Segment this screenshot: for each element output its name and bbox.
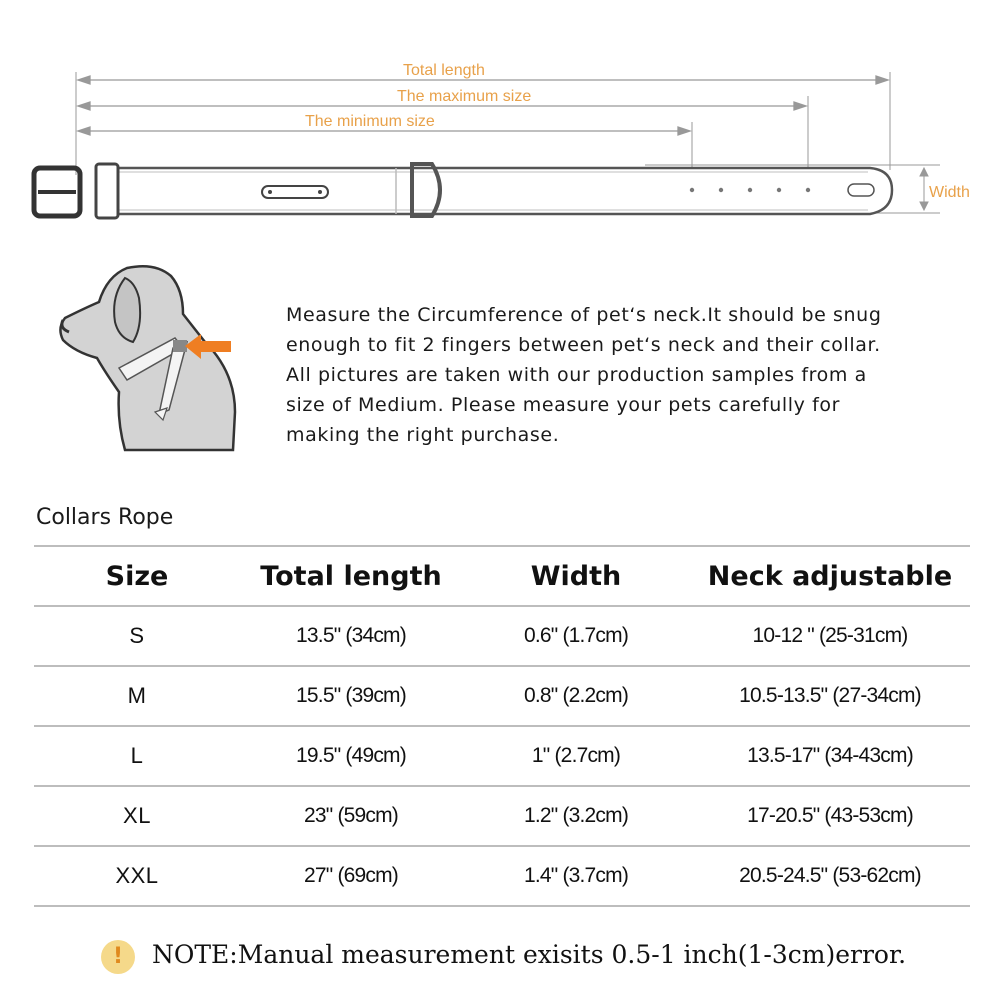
total-length-label: Total length xyxy=(403,62,485,79)
width-label: Width xyxy=(929,184,970,201)
table-row xyxy=(34,606,970,666)
header-width: Width xyxy=(462,546,690,606)
instruction-line: All pictures are taken with our production samples from a xyxy=(286,364,867,386)
table-header-row xyxy=(34,546,970,606)
note-text: NOTE:Manual measurement exisits 0.5-1 inch(1-3cm)error. xyxy=(152,940,907,969)
cell-width: 1.2" (3.2cm) xyxy=(462,786,690,846)
instruction-line: making the right purchase. xyxy=(286,424,560,446)
maximum-size-label: The maximum size xyxy=(397,88,532,105)
cell-width: 0.6" (1.7cm) xyxy=(462,606,690,666)
cell-total-length: 19.5" (49cm) xyxy=(240,726,462,786)
cell-size: M xyxy=(34,666,240,726)
table-row xyxy=(34,846,970,906)
size-chart-table xyxy=(34,545,970,907)
cell-width: 1" (2.7cm) xyxy=(462,726,690,786)
cell-width: 1.4" (3.7cm) xyxy=(462,846,690,906)
cell-neck-adjustable: 20.5-24.5" (53-62cm) xyxy=(690,846,970,906)
instruction-line: enough to fit 2 fingers between pet‘s neck and their collar. xyxy=(286,334,881,356)
header-neck-adjustable: Neck adjustable xyxy=(690,546,970,606)
cell-neck-adjustable: 10.5-13.5" (27-34cm) xyxy=(690,666,970,726)
cell-neck-adjustable: 10-12 " (25-31cm) xyxy=(690,606,970,666)
cell-neck-adjustable: 17-20.5" (43-53cm) xyxy=(690,786,970,846)
cell-size: XXL xyxy=(34,846,240,906)
cell-size: S xyxy=(34,606,240,666)
table-row xyxy=(34,786,970,846)
instruction-line: Measure the Circumference of pet‘s neck.It should be snug xyxy=(286,304,882,326)
cell-total-length: 23" (59cm) xyxy=(240,786,462,846)
cell-size: L xyxy=(34,726,240,786)
exclamation-icon: ! xyxy=(101,940,135,974)
table-title: Collars Rope xyxy=(36,505,174,530)
header-size: Size xyxy=(34,546,240,606)
cell-width: 0.8" (2.2cm) xyxy=(462,666,690,726)
cell-size: XL xyxy=(34,786,240,846)
instruction-line: size of Medium. Please measure your pets carefully for xyxy=(286,394,841,416)
table-row xyxy=(34,726,970,786)
minimum-size-label: The minimum size xyxy=(305,113,435,130)
cell-total-length: 27" (69cm) xyxy=(240,846,462,906)
dog-measuring-illustration xyxy=(55,262,255,462)
collar-diagram xyxy=(0,50,1000,250)
cell-total-length: 15.5" (39cm) xyxy=(240,666,462,726)
cell-neck-adjustable: 13.5-17" (34-43cm) xyxy=(690,726,970,786)
measuring-instructions xyxy=(286,300,946,450)
header-total-length: Total length xyxy=(240,546,462,606)
cell-total-length: 13.5" (34cm) xyxy=(240,606,462,666)
table-row xyxy=(34,666,970,726)
